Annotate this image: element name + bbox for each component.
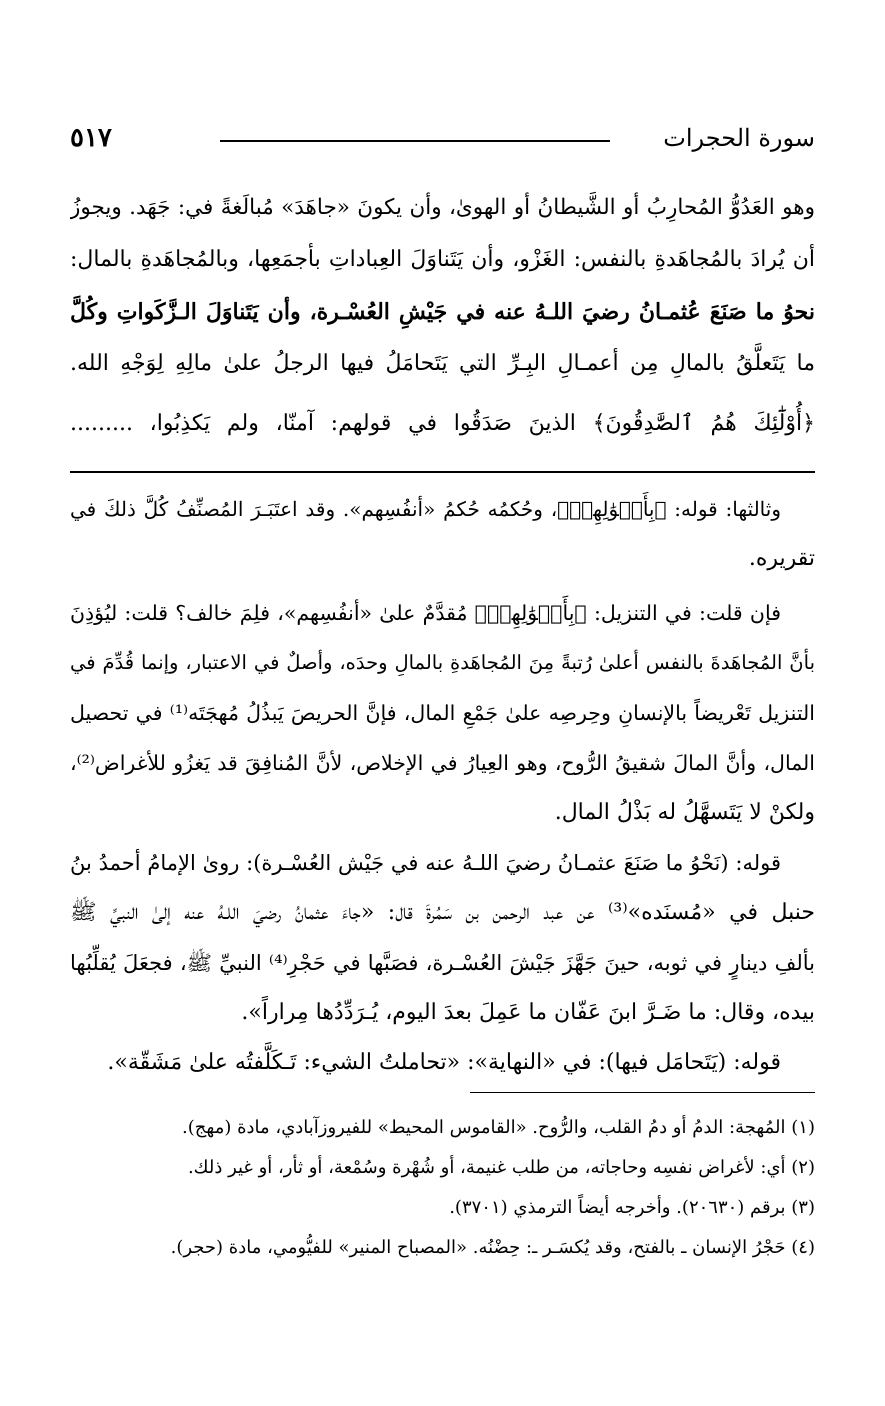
footnote: (١) المُهجة: الدمُ أو دمُ القلب، والرُّوح. «القاموس المحيط» للفيروزآبادي، مادة (مهج). — [182, 1117, 815, 1138]
commentary-line: التنزيل تَعْريضاً بالإنسانِ وحِرصِه علىٰ جَمْعِ المال، فإنَّ الحريصَ يَبذُلُ مُهجَتَه⁽¹⁾ في تحصيل — [70, 701, 815, 725]
commentary-line: وثالثها: قوله: ﴿بِأَمۡوَٰلِهِمۡ﴾، وحُكمُه حُكمُ «أنفُسِهم». وقد اعتَبَـرَ المُصنِّفُ كُلَّ ذلكَ في — [70, 497, 781, 521]
main-text-line: نحوُ ما صَنَعَ عُثمـانُ رضيَ اللـهُ عنه في جَيْشِ العُسْـرة، وأن يَتَناوَلَ الـزَّكَواتِ وكُلَّ — [70, 299, 815, 325]
footnote: (٤) حَجْرُ الإنسان ـ بالفتح، وقد يُكسَـر ـ: حِضْنُه. «المصباح المنير» للفيُّومي، مادة (حجر). — [170, 1237, 815, 1258]
commentary-line: ولكنْ لا يَتَسهَّلُ له بَذْلُ المال. — [554, 800, 815, 825]
commentary-line: قوله: (يَتَحامَل فيها): في «النهاية»: «تحاملتُ الشيء: تَـكَلَّفتُه علىٰ مَشَقّة». — [107, 1050, 781, 1075]
section-divider — [70, 471, 815, 473]
surah-title: سورة الحجرات — [663, 124, 815, 152]
footnote-divider — [470, 1092, 815, 1093]
main-text-line: أن يُرادَ بالمُجاهَدةِ بالنفس: الغَزْو، وأن يَتَناوَلَ العِباداتِ بأجمَعِها، وبالمُجاهَدةِ بالمال: — [70, 247, 815, 272]
commentary-line: بألفِ دينارٍ في ثوبه، حينَ جَهَّزَ جَيْشَ العُسْـرة، فصَبَّها في حَجْرِ⁽⁴⁾ النبيِّ ﷺ، فجعَلَ يُقلِّبُها — [70, 951, 815, 975]
main-text-line: وهو العَدُوُّ المُحارِبُ أو الشَّيطانُ أو الهوىٰ، وأن يكونَ «جاهَدَ» مُبالَغةً في: جَهَد. ويجوزُ — [70, 195, 815, 220]
commentary-line: تقريره. — [748, 546, 815, 571]
commentary-line: بيده، وقال: ما ضَـرَّ ابنَ عَفّان ما عَمِلَ بعدَ اليوم، يُـرَدِّدُها مِراراً». — [241, 1000, 815, 1025]
commentary-line: حنبل في «مُسنَده»⁽³⁾ عن عبد الرحمن بن سَمُرةَ قال: «جاءَ عثمانُ رضيَ اللـهُ عنه إلىٰ النبيِّ ﷺ — [70, 900, 815, 925]
page-header — [70, 118, 815, 158]
commentary — [70, 484, 815, 1088]
page-number: ٥١٧ — [70, 123, 112, 153]
commentary-line: المال، وأنَّ المالَ شقيقُ الرُّوح، وهو العِيارُ في الإخلاص، لأنَّ المُنافِقَ قد يَغزُو للأغراض⁽²⁾، — [70, 751, 815, 775]
commentary-line: فإن قلت: في التنزيل: ﴿بِأَمۡوَٰلِهِمۡ﴾ مُقدَّمٌ علىٰ «أنفُسِهم»، فلِمَ خالف؟ قلت: ليُؤذِنَ — [70, 601, 781, 625]
commentary-line: بأنَّ المُجاهَدةَ بالنفس أعلىٰ رُتبةً مِنَ المُجاهَدةِ بالمالِ وحدَه، وأصلٌ في الاعتبار، وإنما قُدِّمَ في — [70, 651, 815, 674]
quran-verse-line: ﴿أُوْلَٰٓئِكَ هُمُ ٱلصَّٰدِقُونَ﴾ الذينَ صَدَقُوا في قولهم: آمنّا، ولم يَكذِبُوا، ......... — [70, 411, 815, 436]
commentary-line: قوله: (نَحْوُ ما صَنَعَ عثمـانُ رضيَ اللـهُ عنه في جَيْش العُسْـرة): روىٰ الإمامُ أحمدُ بنُ — [70, 851, 781, 875]
footnote: (٣) برقم (٢٠٦٣٠). وأخرجه أيضاً الترمذي (٣٧٠١). — [449, 1197, 815, 1218]
footnote: (٢) أي: لأغراض نفسِه وحاجاته، من طلب غنيمة، أو شُهْرة وسُمْعة، أو ثأر، أو غير ذلك. — [187, 1157, 815, 1178]
main-text-line: ما يَتَعلَّقُ بالمالِ مِن أعمـالِ البِـرِّ التي يَتَحامَلُ فيها الرجلُ علىٰ مالِهِ لِوَجْهِ الله. — [70, 351, 815, 376]
footnotes — [70, 1108, 815, 1268]
header-rule — [220, 140, 610, 142]
main-text — [70, 182, 815, 450]
